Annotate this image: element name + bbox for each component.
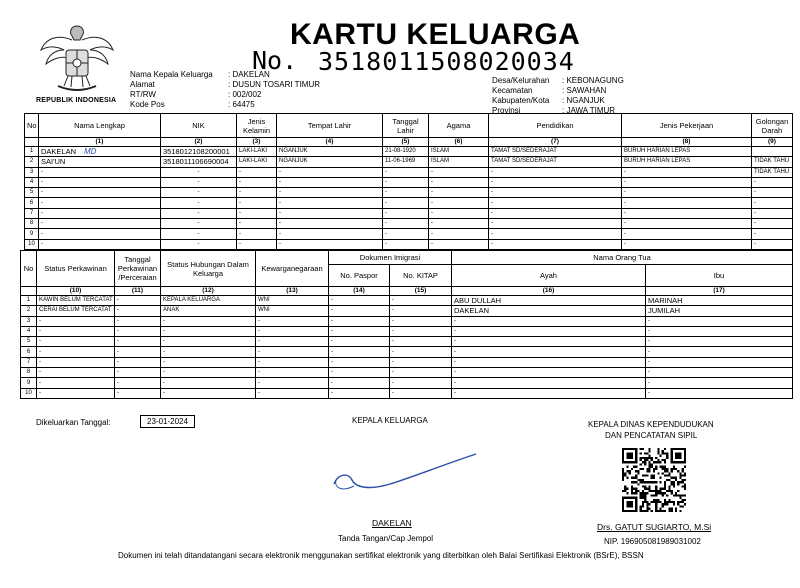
official-nip: NIP. 196905081989031002 — [604, 537, 701, 546]
col-number: (4) — [277, 138, 383, 147]
table-cell: MARINAH — [646, 296, 793, 306]
field-alamat: Alamat : DUSUN TOSARI TIMUR — [130, 80, 321, 89]
table-cell: 8 — [25, 219, 39, 229]
table-row — [21, 368, 793, 378]
table-cell: TAMAT SD/SEDERAJAT — [489, 147, 622, 157]
col-header-dokumen-imigrasi: Dokumen Imigrasi — [329, 251, 452, 265]
col-number: (5) — [383, 138, 429, 147]
issued-date-label: Dikeluarkan Tanggal: — [36, 418, 111, 427]
table-cell: 8 — [21, 368, 37, 378]
table-cell: 3518012108200001 — [161, 147, 237, 157]
table-cell: 2 — [21, 306, 37, 316]
kepala-keluarga-name: DAKELAN — [372, 518, 412, 528]
table-cell: JUMILAH — [646, 306, 793, 316]
table-cell: 3 — [21, 316, 37, 326]
document-title: KARTU KELUARGA — [290, 18, 581, 51]
table-cell: - — [115, 326, 161, 336]
col-header-no-kitap: No. KITAP — [390, 265, 452, 287]
table-row — [21, 316, 793, 326]
table-row — [21, 296, 793, 306]
table-cell: - — [429, 198, 489, 208]
col-header-jenis-kelamin: Jenis Kelamin — [237, 114, 277, 138]
table-cell: - — [390, 306, 452, 316]
kk-number: 3518011508020034 — [318, 47, 575, 76]
table-cell: - — [646, 347, 793, 357]
table-cell: - — [256, 378, 329, 388]
table-cell: - — [237, 188, 277, 198]
table-cell: - — [39, 198, 161, 208]
table-cell: TIDAK TAHU — [752, 167, 793, 177]
table-cell: - — [489, 177, 622, 187]
table-cell: TIDAK TAHU — [752, 157, 793, 167]
table-cell: - — [277, 208, 383, 218]
col-number: (3) — [237, 138, 277, 147]
family-status-table — [20, 250, 793, 399]
table-cell: - — [37, 368, 115, 378]
table-cell: - — [646, 337, 793, 347]
table-row — [21, 357, 793, 367]
table-cell: - — [256, 368, 329, 378]
col-number: (12) — [161, 287, 256, 296]
table-cell: - — [37, 337, 115, 347]
signature-caption: Tanda Tangan/Cap Jempol — [338, 534, 434, 543]
table-cell: - — [383, 167, 429, 177]
table-cell: LAKI-LAKI — [237, 147, 277, 157]
col-number: (1) — [39, 138, 161, 147]
table-cell: - — [115, 337, 161, 347]
table-cell: - — [39, 219, 161, 229]
table-cell: - — [237, 208, 277, 218]
table-cell: - — [39, 229, 161, 239]
table-cell: 9 — [25, 229, 39, 239]
table-cell: - — [646, 368, 793, 378]
table-cell: - — [390, 326, 452, 336]
table-cell: - — [256, 337, 329, 347]
table-cell: - — [452, 368, 646, 378]
table-cell: 5 — [25, 188, 39, 198]
table-cell: - — [646, 357, 793, 367]
table-cell: - — [329, 388, 390, 398]
table-cell: 4 — [21, 326, 37, 336]
table-cell: - — [622, 229, 752, 239]
table-cell: - — [161, 316, 256, 326]
table-cell: - — [161, 229, 237, 239]
table-cell: 2 — [25, 157, 39, 167]
table-cell: - — [237, 198, 277, 208]
table-cell: SAI'UN — [39, 157, 161, 167]
table-cell: - — [39, 208, 161, 218]
field-nama-kepala: Nama Kepala Keluarga : DAKELAN — [130, 70, 270, 79]
table-cell: - — [646, 316, 793, 326]
family-members-table — [24, 113, 793, 250]
table-cell: - — [256, 347, 329, 357]
col-number: (8) — [622, 138, 752, 147]
col-header-no: No — [21, 251, 37, 287]
table-cell: - — [622, 167, 752, 177]
table-cell: 7 — [25, 208, 39, 218]
kk-number-label: No. — [252, 46, 298, 75]
table-cell: - — [429, 219, 489, 229]
table-row — [21, 388, 793, 398]
col-number: (9) — [752, 138, 793, 147]
table-cell: - — [622, 188, 752, 198]
table-cell: - — [161, 198, 237, 208]
table-row — [25, 147, 793, 157]
kepala-keluarga-label: KEPALA KELUARGA — [352, 416, 428, 425]
col-number: (11) — [115, 287, 161, 296]
table-cell: - — [37, 378, 115, 388]
table-cell: - — [39, 188, 161, 198]
table-cell: - — [37, 388, 115, 398]
table-cell: - — [329, 326, 390, 336]
table-cell: - — [256, 316, 329, 326]
table-cell — [752, 147, 793, 157]
table-cell: - — [622, 198, 752, 208]
table-cell: - — [256, 388, 329, 398]
col-header-no: No — [25, 114, 39, 138]
table-cell: - — [752, 219, 793, 229]
table-cell: - — [429, 208, 489, 218]
table-cell: ISLAM — [429, 147, 489, 157]
table-cell: - — [646, 378, 793, 388]
table-cell: BURUH HARIAN LEPAS — [622, 157, 752, 167]
table-cell: - — [383, 177, 429, 187]
dinas-title-line2: DAN PENCATATAN SIPIL — [605, 431, 698, 440]
table-cell: BURUH HARIAN LEPAS — [622, 147, 752, 157]
col-number: (7) — [489, 138, 622, 147]
table-cell: - — [452, 326, 646, 336]
table-cell: - — [752, 208, 793, 218]
table-cell: - — [622, 219, 752, 229]
table-cell: TAMAT SD/SEDERAJAT — [489, 157, 622, 167]
table-cell: - — [383, 198, 429, 208]
table-cell: DAKELAN MD — [39, 147, 161, 157]
table-cell: - — [429, 188, 489, 198]
col-header-golongan-darah: Golongan Darah — [752, 114, 793, 138]
table-cell: - — [329, 368, 390, 378]
col-header-tanggal-lahir: Tanggal Lahir — [383, 114, 429, 138]
field-kode-pos: Kode Pos : 64475 — [130, 100, 255, 109]
table-cell: - — [489, 188, 622, 198]
table-cell: - — [37, 316, 115, 326]
table-cell: - — [752, 229, 793, 239]
signature-mark — [330, 450, 480, 500]
table-cell: KEPALA KELUARGA — [161, 296, 256, 306]
table-cell: - — [390, 347, 452, 357]
header-right-fields — [492, 76, 624, 116]
table-cell: - — [161, 167, 237, 177]
table-cell: - — [429, 177, 489, 187]
table-cell: - — [161, 188, 237, 198]
table-cell: - — [390, 388, 452, 398]
table-cell: - — [277, 188, 383, 198]
table-cell: - — [37, 347, 115, 357]
table-cell: - — [489, 167, 622, 177]
table-cell: - — [161, 347, 256, 357]
field-rt-rw: RT/RW : 002/002 — [130, 90, 262, 99]
table-cell: 6 — [21, 347, 37, 357]
col-number: (16) — [452, 287, 646, 296]
table-cell: WNI — [256, 296, 329, 306]
table-cell: - — [429, 239, 489, 249]
table-cell: 5 — [21, 337, 37, 347]
table-cell: - — [329, 357, 390, 367]
table-row — [21, 347, 793, 357]
table-cell: - — [622, 239, 752, 249]
table-cell: DAKELAN — [452, 306, 646, 316]
table-row — [25, 239, 793, 249]
table-cell: WNI — [256, 306, 329, 316]
table-cell: KAWIN BELUM TERCATAT — [37, 296, 115, 306]
table-cell: - — [161, 368, 256, 378]
dinas-title-line1: KEPALA DINAS KEPENDUDUKAN — [588, 420, 714, 429]
table-cell: - — [37, 357, 115, 367]
garuda-emblem-icon — [38, 20, 116, 98]
table-row — [25, 208, 793, 218]
col-header-nik: NIK — [161, 114, 237, 138]
electronic-signature-note: Dokumen ini telah ditandatangani secara elektronik menggunakan sertifikat elektronik yang diterbitkan oleh Balai Sertifikasi Elektronik (BSrE), BSSN — [118, 551, 644, 560]
header-left-fields — [130, 70, 320, 110]
table-cell: - — [161, 177, 237, 187]
table-cell: - — [390, 296, 452, 306]
table-cell: - — [646, 326, 793, 336]
table-cell: - — [429, 167, 489, 177]
col-header-tempat-lahir: Tempat Lahir — [277, 114, 383, 138]
table-cell: - — [161, 208, 237, 218]
table-row — [21, 337, 793, 347]
table-cell: 3518011106690004 — [161, 157, 237, 167]
table-cell: 11-06-1969 — [383, 157, 429, 167]
table-cell: 1 — [25, 147, 39, 157]
table-cell: - — [390, 337, 452, 347]
col-header-agama: Agama — [429, 114, 489, 138]
table-cell: - — [115, 388, 161, 398]
table-cell: - — [161, 219, 237, 229]
table-cell: - — [489, 208, 622, 218]
table-row — [25, 219, 793, 229]
table-cell: - — [37, 326, 115, 336]
table-cell: - — [161, 239, 237, 249]
table-cell: - — [429, 229, 489, 239]
table-cell: - — [452, 378, 646, 388]
table-cell: NGANJUK — [277, 147, 383, 157]
table-cell: ABU DULLAH — [452, 296, 646, 306]
qr-code-icon — [622, 448, 686, 512]
table-cell: - — [452, 357, 646, 367]
table-cell: - — [489, 239, 622, 249]
table-row — [25, 198, 793, 208]
col-header-tanggal-perkawinan: Tanggal Perkawinan /Perceraian — [115, 251, 161, 287]
field-kabupaten: Kabupaten/Kota : NGANJUK — [492, 96, 605, 105]
table-row — [25, 188, 793, 198]
emblem-caption: REPUBLIK INDONESIA — [36, 97, 117, 104]
table-cell: - — [161, 337, 256, 347]
table-cell: LAKI-LAKI — [237, 157, 277, 167]
table-cell: - — [329, 296, 390, 306]
table-cell: - — [489, 198, 622, 208]
table-row — [25, 177, 793, 187]
table-row — [21, 378, 793, 388]
table-cell: - — [489, 219, 622, 229]
table-cell: 6 — [25, 198, 39, 208]
table-cell: - — [452, 316, 646, 326]
table-cell: - — [277, 198, 383, 208]
field-desa: Desa/Kelurahan : KEBONAGUNG — [492, 76, 624, 85]
table-cell: - — [329, 306, 390, 316]
table-row — [25, 157, 793, 167]
table-cell: - — [237, 219, 277, 229]
table-cell: - — [622, 208, 752, 218]
col-header-nama: Nama Lengkap — [39, 114, 161, 138]
table-cell: - — [115, 306, 161, 316]
table-cell: 10 — [21, 388, 37, 398]
table-cell: - — [383, 229, 429, 239]
table-cell: - — [237, 167, 277, 177]
table-cell: 4 — [25, 177, 39, 187]
table-cell: - — [390, 357, 452, 367]
col-number: (2) — [161, 138, 237, 147]
table-cell: 9 — [21, 378, 37, 388]
table-cell: - — [161, 357, 256, 367]
col-number: (14) — [329, 287, 390, 296]
table-cell: NGANJUK — [277, 157, 383, 167]
table-row — [25, 167, 793, 177]
table-cell: - — [39, 167, 161, 177]
table-cell: - — [390, 378, 452, 388]
table-cell: - — [277, 219, 383, 229]
table-cell: - — [383, 239, 429, 249]
table-cell: - — [383, 208, 429, 218]
col-number: (13) — [256, 287, 329, 296]
table-cell: - — [329, 337, 390, 347]
table-cell: - — [452, 337, 646, 347]
table-cell: - — [622, 177, 752, 187]
table-cell: - — [39, 239, 161, 249]
handwritten-annotation: MD — [84, 147, 97, 157]
col-header-status-hubungan: Status Hubungan Dalam Keluarga — [161, 251, 256, 287]
table-cell: - — [390, 316, 452, 326]
table-cell: - — [329, 347, 390, 357]
table-cell: - — [115, 368, 161, 378]
col-header-pekerjaan: Jenis Pekerjaan — [622, 114, 752, 138]
col-number: (17) — [646, 287, 793, 296]
col-header-nama-orang-tua: Nama Orang Tua — [452, 251, 793, 265]
table-cell: - — [256, 357, 329, 367]
table-cell: - — [752, 198, 793, 208]
table-cell: 21-08-1920 — [383, 147, 429, 157]
table-cell: - — [383, 188, 429, 198]
col-number: (6) — [429, 138, 489, 147]
table-cell: - — [277, 229, 383, 239]
table-cell: - — [489, 229, 622, 239]
table-cell: - — [383, 219, 429, 229]
table-cell: - — [161, 378, 256, 388]
table-cell: - — [161, 388, 256, 398]
table-cell: - — [752, 239, 793, 249]
col-header-kewarganegaraan: Kewarganegaraan — [256, 251, 329, 287]
table-cell: - — [646, 388, 793, 398]
table-cell: - — [237, 229, 277, 239]
table-cell: 7 — [21, 357, 37, 367]
table-cell: 1 — [21, 296, 37, 306]
table-cell: - — [452, 347, 646, 357]
table-cell: 10 — [25, 239, 39, 249]
table-cell: - — [329, 316, 390, 326]
col-number: (10) — [37, 287, 115, 296]
table-row — [25, 229, 793, 239]
table-cell: - — [277, 177, 383, 187]
col-header-status-perkawinan: Status Perkawinan — [37, 251, 115, 287]
table-row — [21, 306, 793, 316]
table-cell: ANAK — [161, 306, 256, 316]
table-cell: - — [277, 239, 383, 249]
table-cell: - — [39, 177, 161, 187]
table-cell: - — [752, 177, 793, 187]
table-cell: ISLAM — [429, 157, 489, 167]
table-cell: - — [115, 378, 161, 388]
table-cell: 3 — [25, 167, 39, 177]
field-provinsi: Provinsi : JAWA TIMUR — [492, 106, 616, 115]
table-cell: - — [161, 326, 256, 336]
col-header-no-paspor: No. Paspor — [329, 265, 390, 287]
field-kecamatan: Kecamatan : SAWAHAN — [492, 86, 607, 95]
table-cell: - — [115, 357, 161, 367]
table-cell: - — [256, 326, 329, 336]
table-cell: - — [115, 296, 161, 306]
table-cell: - — [452, 388, 646, 398]
table-cell: - — [277, 167, 383, 177]
issued-date: 23-01-2024 — [140, 415, 195, 428]
table-row — [21, 326, 793, 336]
col-header-ayah: Ayah — [452, 265, 646, 287]
table-cell: - — [329, 378, 390, 388]
official-name: Drs. GATUT SUGIARTO, M.Si — [597, 522, 712, 532]
col-number: (15) — [390, 287, 452, 296]
table-cell: - — [237, 177, 277, 187]
table-cell: - — [115, 347, 161, 357]
col-header-pendidikan: Pendidikan — [489, 114, 622, 138]
table-cell: - — [390, 368, 452, 378]
table-cell: - — [752, 188, 793, 198]
col-header-ibu: Ibu — [646, 265, 793, 287]
table-cell: - — [237, 239, 277, 249]
table-cell: CERAI BELUM TERCATAT — [37, 306, 115, 316]
table-cell: - — [115, 316, 161, 326]
